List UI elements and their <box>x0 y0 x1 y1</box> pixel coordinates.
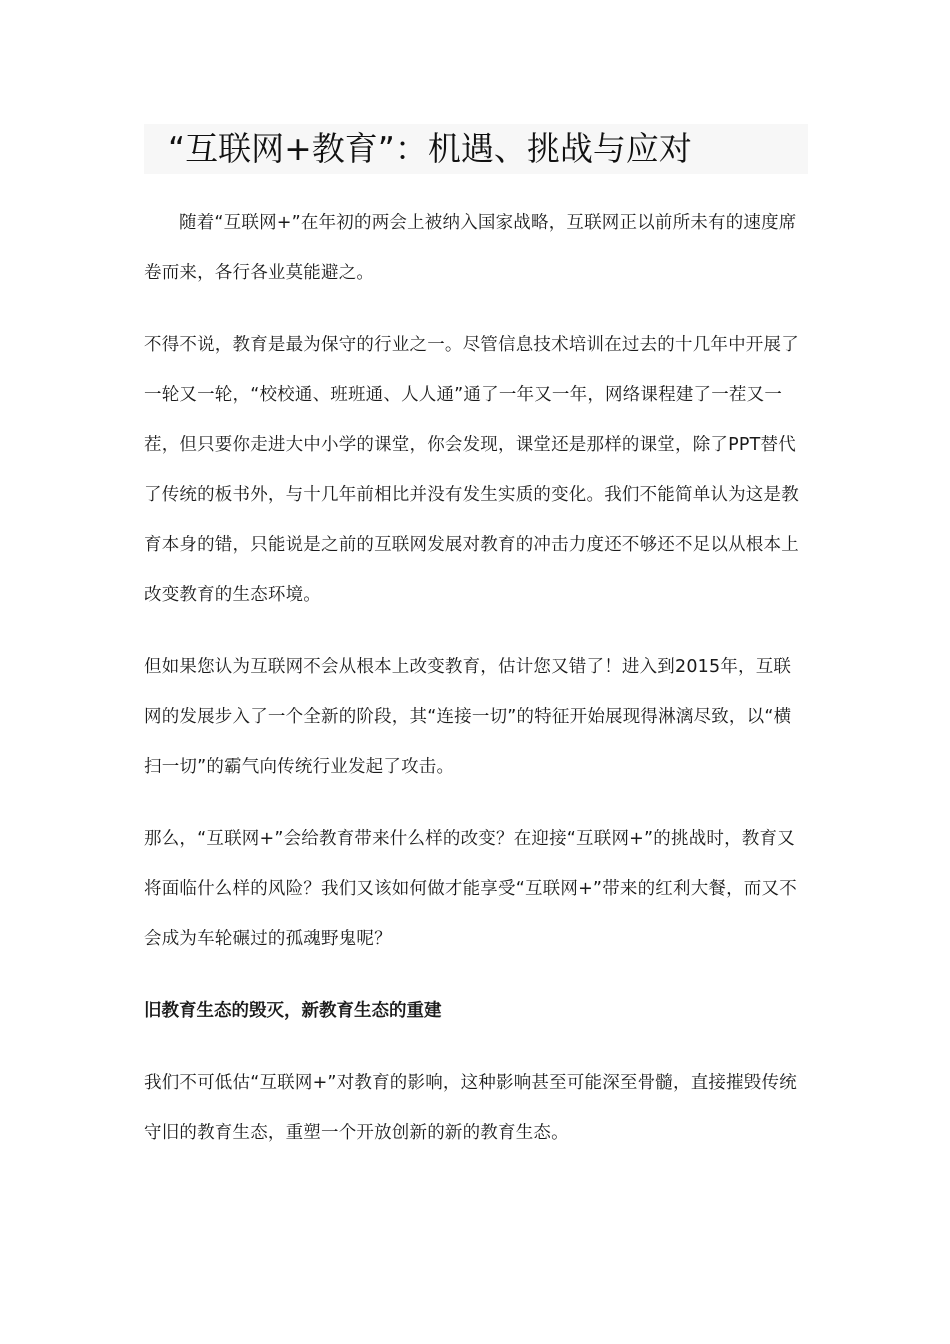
article-title: “互联网+教育”：机遇、挑战与应对 <box>144 124 808 174</box>
section-heading: 旧教育生态的毁灭，新教育生态的重建 <box>144 1001 442 1021</box>
paragraph-intro: 随着“互联网+”在年初的两会上被纳入国家战略，互联网正以前所未有的速度席卷而来，各行各业莫能避之。 <box>144 213 797 283</box>
paragraph-2015-change: 但如果您认为互联网不会从根本上改变教育，估计您又错了！进入到2015年，互联网的发展步入了一个全新的阶段，其“连接一切”的特征开始展现得淋漓尽致，以“横扫一切”的霸气向传统行业发起了攻击。 <box>144 657 792 777</box>
paragraph-closing: 我们不可低估“互联网+”对教育的影响，这种影响甚至可能深至骨髓，直接摧毁传统守旧的教育生态，重塑一个开放创新的新的教育生态。 <box>144 1073 797 1143</box>
paragraph-questions: 那么，“互联网+”会给教育带来什么样的改变？在迎接“互联网+”的挑战时，教育又将面临什么样的风险？我们又该如何做才能享受“互联网+”带来的红利大餐，而又不会成为车轮碾过的孤魂野鬼呢？ <box>144 829 797 949</box>
paragraph-conservative-education: 不得不说，教育是最为保守的行业之一。尽管信息技术培训在过去的十几年中开展了一轮又一轮，“校校通、班班通、人人通”通了一年又一年，网络课程建了一茬又一茬，但只要你走进大中小学的课堂，你会发现，课堂还是那样的课堂，除了PPT替代了传统的板书外，与十几年前相比并没有发生实质的变化。我们不能简单认为这是教育本身的错，只能说是之前的互联网发展对教育的冲击力度还不够还不足以从根本上改变教育的生态环境。 <box>144 335 799 605</box>
document-page <box>144 124 808 1158</box>
